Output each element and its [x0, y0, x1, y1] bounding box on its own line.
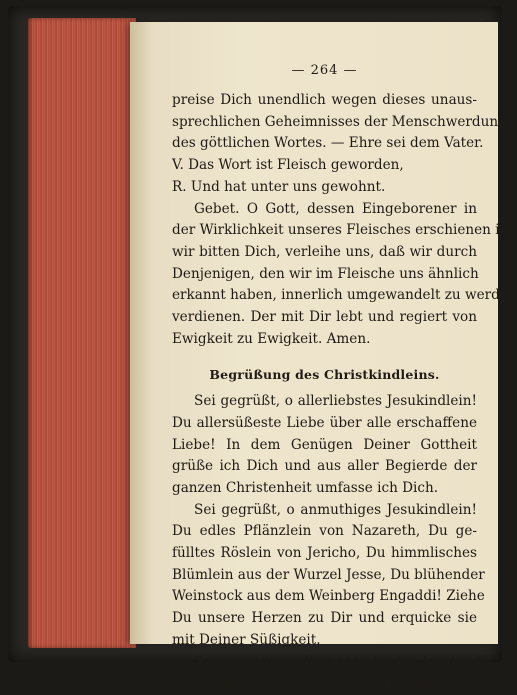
- text-line: Ewigkeit zu Ewigkeit. Amen.: [172, 330, 371, 347]
- text-line: verdienen. Der mit Dir lebt und regiert von: [172, 309, 477, 326]
- text-line: Sei gegrüßt, o anmuthiges Jesukindlein!: [194, 501, 477, 518]
- text-line: Sei gegrüßt, o allerholdseligstes Jesukind-: [194, 653, 486, 670]
- page-text: [172, 60, 517, 695]
- text-line: Du allersüßeste Liebe über alle erschaffene: [172, 414, 477, 431]
- text-line: Blümlein aus der Wurzel Jesse, Du blühender: [172, 566, 485, 583]
- text-line: lein! Du lebendiges Brod von Bethlehem,: [172, 675, 477, 692]
- text-line: Sei gegrüßt, o allerliebstes Jesukindlein!: [194, 393, 477, 410]
- response-line: R. Und hat unter uns gewohnt.: [172, 178, 386, 195]
- text-line: Du unsere Herzen zu Dir und erquicke sie: [172, 610, 477, 627]
- text-line: Denjenigen, den wir im Fleische uns ähnlich: [172, 265, 479, 282]
- section-heading: Begrüßung des Christkindleins.: [209, 367, 440, 383]
- text-line: Du edles Pflänzlein von Nazareth, Du ge-: [172, 523, 477, 540]
- text-line: der Wirklichkeit unseres Fleisches erschienen ist,: [172, 222, 517, 239]
- text-line: des göttlichen Wortes. — Ehre sei dem Vater.: [172, 135, 484, 152]
- text-line: fülltes Röslein von Jericho, Du himmlisches: [172, 545, 477, 562]
- text-line: ganzen Christenheit umfasse ich Dich.: [172, 479, 439, 496]
- text-line: mit Deiner Süßigkeit.: [172, 631, 321, 648]
- text-line: preise Dich unendlich wegen dieses unaus-: [172, 92, 477, 108]
- text-line: wir bitten Dich, verleihe uns, daß wir durch: [172, 243, 477, 260]
- text-line: grüße ich Dich und aus aller Begierde der: [172, 458, 477, 475]
- text-line: sprechlichen Geheimnisses der Menschwerdung: [172, 113, 507, 130]
- text-line: Gebet. O Gott, dessen Eingeborener in: [194, 200, 477, 217]
- versicle-line: V. Das Wort ist Fleisch geworden,: [172, 157, 404, 174]
- page-edges: [28, 18, 136, 648]
- text-line: Weinstock aus dem Weinberg Engaddi! Ziehe: [172, 588, 485, 605]
- text-line: Liebe! In dem Genügen Deiner Gottheit: [172, 436, 477, 453]
- text-line: erkannt haben, innerlich umgewandelt zu werden: [172, 287, 517, 304]
- page-number: — 264 —: [291, 63, 358, 78]
